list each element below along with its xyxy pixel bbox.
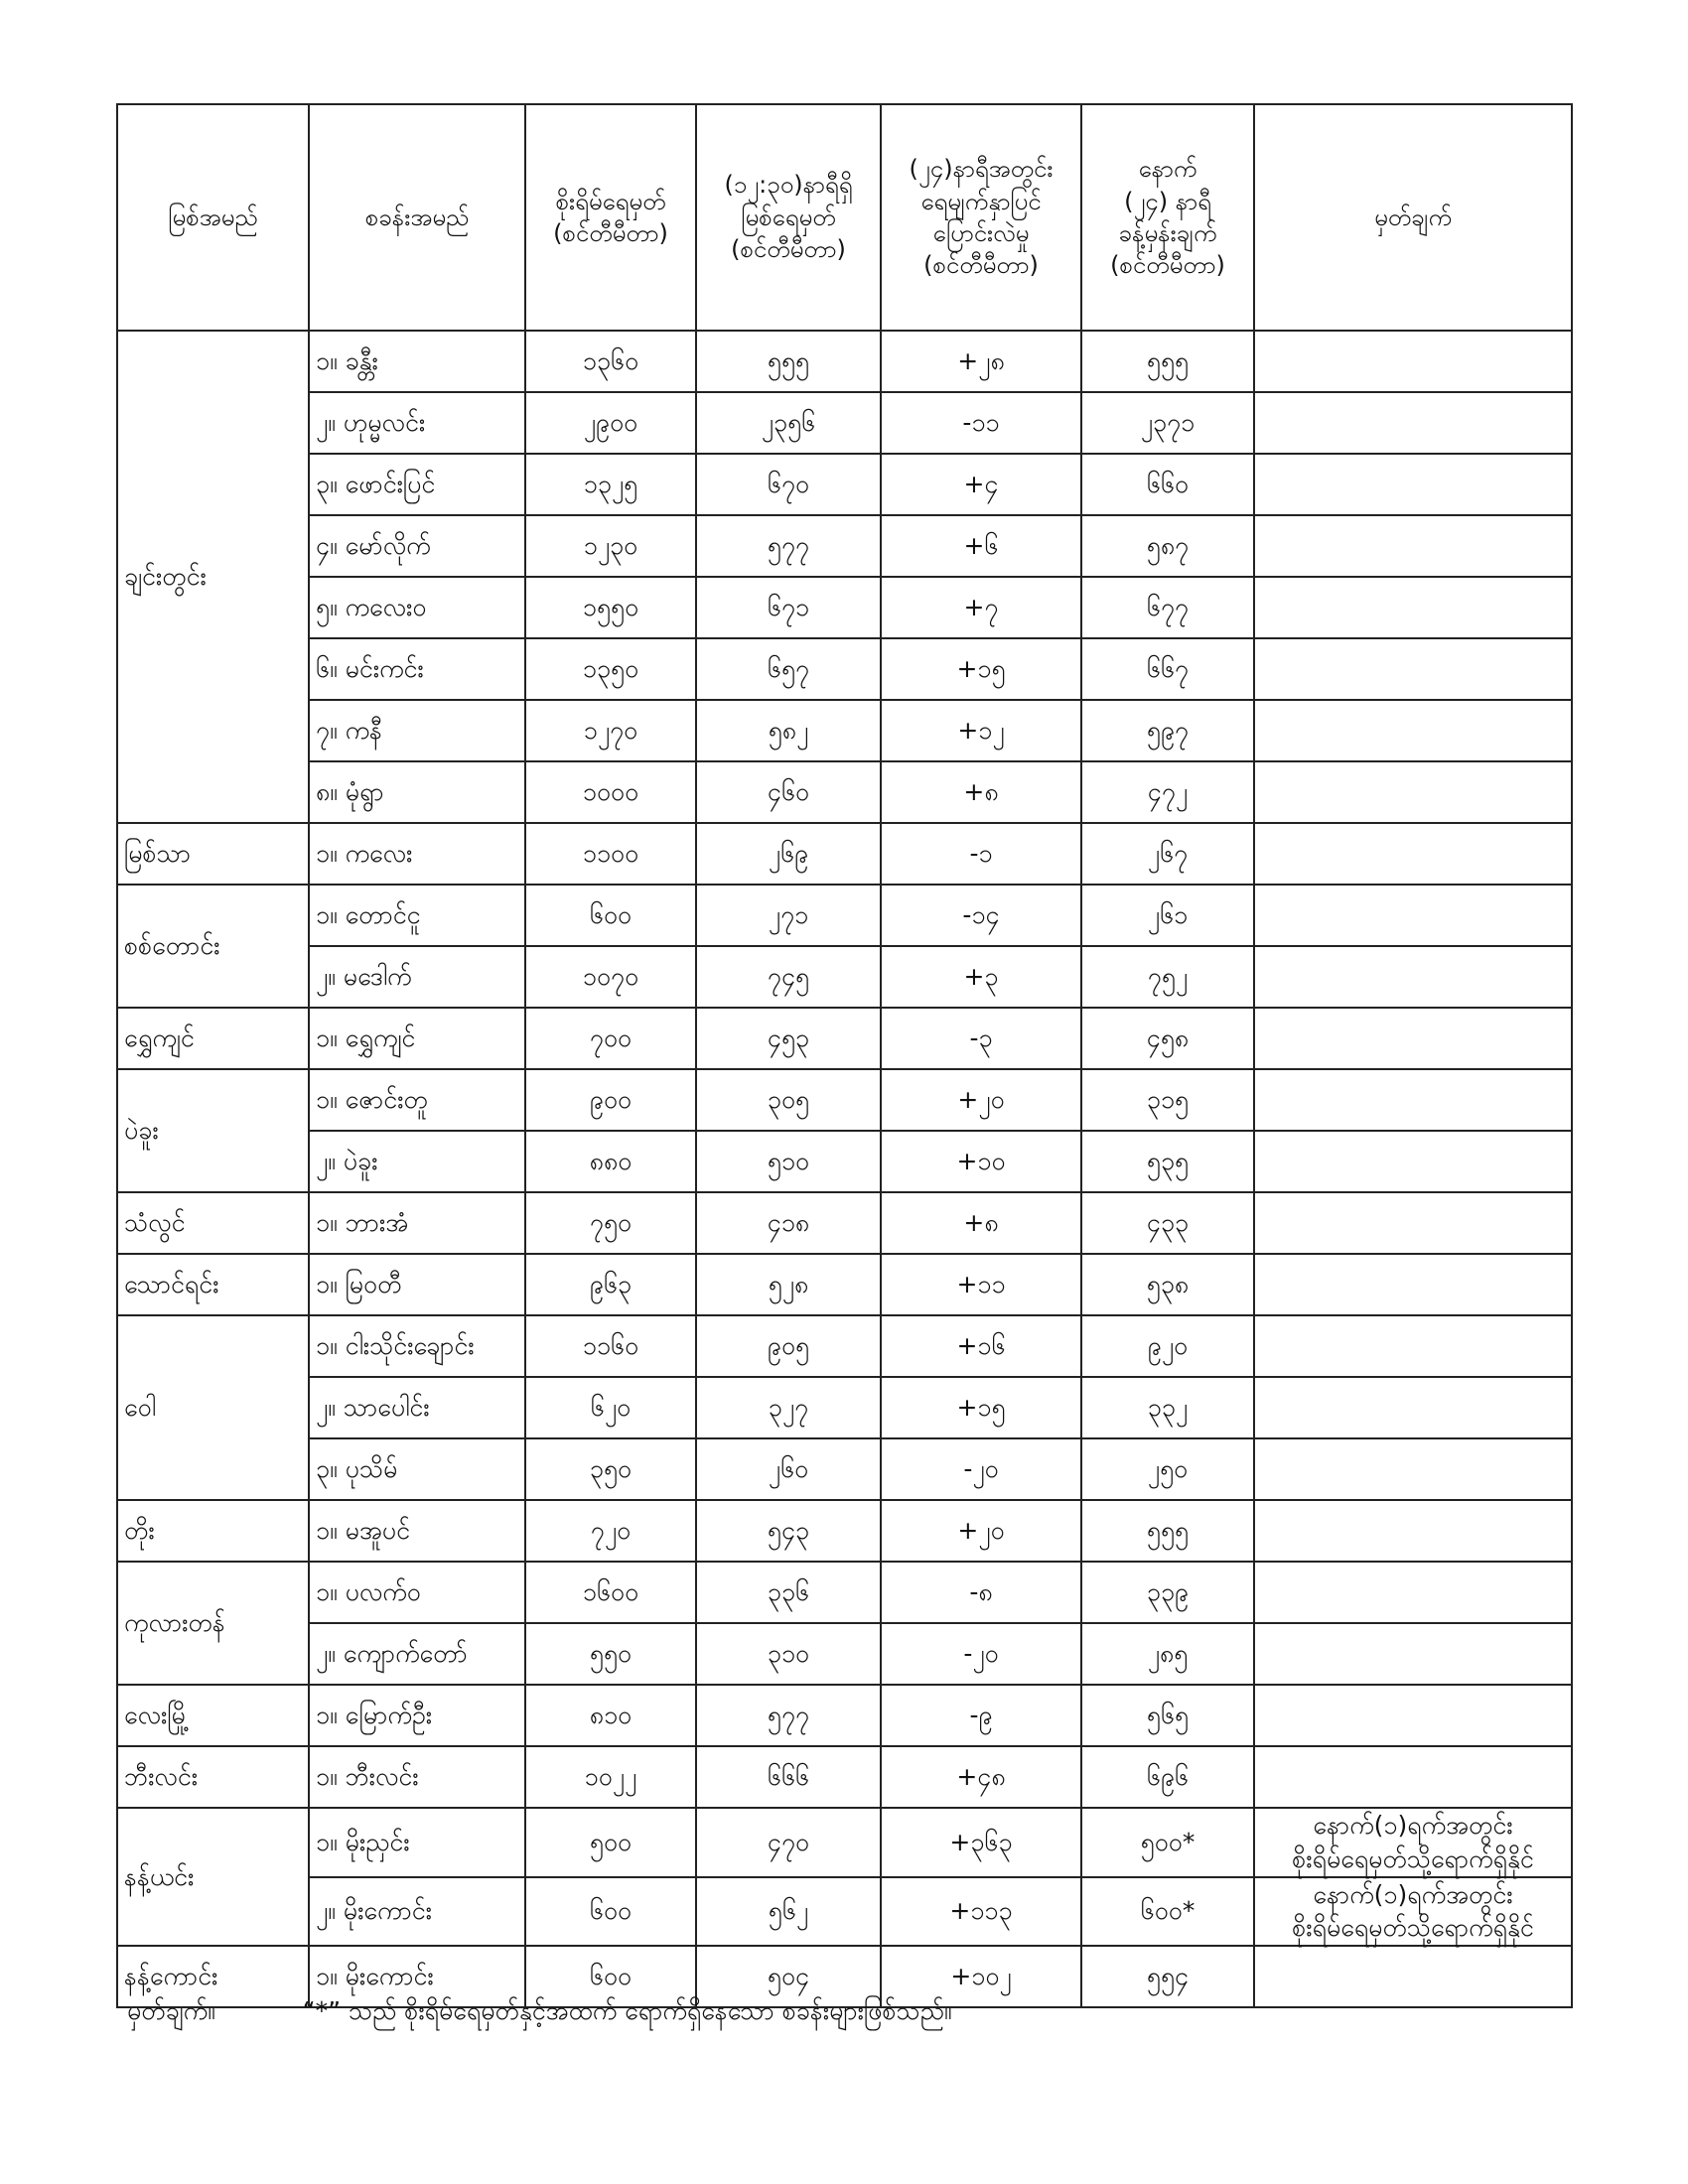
danger-level: ၇၂၀ — [525, 1500, 696, 1562]
table-row — [117, 1315, 1572, 1377]
current-level: ၅၅၅ — [696, 331, 881, 392]
danger-level: ၈၁၀ — [525, 1685, 696, 1746]
remark — [1254, 577, 1572, 638]
current-level: ၆၅၇ — [696, 638, 881, 700]
river-name: သံလွင် — [117, 1192, 309, 1254]
station-name: ၁။ ခန္တီး — [309, 331, 525, 392]
forecast-level: ၅၃၈ — [1081, 1254, 1254, 1315]
table-row — [117, 1192, 1572, 1254]
danger-level: ၆၀၀ — [525, 885, 696, 946]
table-row — [117, 515, 1572, 577]
current-level: ၂၆၀ — [696, 1438, 881, 1500]
level-change: +၃ — [881, 946, 1081, 1008]
table-row — [117, 1131, 1572, 1192]
footer-note-text: “*” သည် စိုးရိမ်ရေမှတ်နှင့်အထက် ရောက်ရှိနေသော စခန်းများဖြစ်သည်။ — [302, 1996, 952, 2025]
station-name: ၃။ ဖောင်းပြင် — [309, 454, 525, 515]
danger-level: ၁၀၇၀ — [525, 946, 696, 1008]
danger-level: ၆၀၀ — [525, 1946, 696, 2007]
level-change: +၈ — [881, 761, 1081, 823]
current-level: ၄၇၀ — [696, 1808, 881, 1877]
station-name: ၁။ မိုးညှင်း — [309, 1808, 525, 1877]
current-level: ၅၂၈ — [696, 1254, 881, 1315]
table-row — [117, 392, 1572, 454]
current-level: ၅၄၃ — [696, 1500, 881, 1562]
level-change: +၁၂ — [881, 700, 1081, 761]
station-name: ၁။ ပလက်ဝ — [309, 1562, 525, 1623]
level-change: +၁၁၃ — [881, 1877, 1081, 1947]
level-change: -၁၁ — [881, 392, 1081, 454]
level-change: +၈ — [881, 1192, 1081, 1254]
river-name: ကုလားတန် — [117, 1562, 309, 1685]
remark — [1254, 1131, 1572, 1192]
forecast-level: ၅၆၅ — [1081, 1685, 1254, 1746]
station-name: ၁။ ဘီးလင်း — [309, 1746, 525, 1808]
station-name: ၁။ ငါးသိုင်းချောင်း — [309, 1315, 525, 1377]
table-row — [117, 1746, 1572, 1808]
footer-note — [127, 1995, 951, 2032]
station-name: ၂။ ဟုမ္မလင်း — [309, 392, 525, 454]
danger-level: ၆၀၀ — [525, 1877, 696, 1947]
current-level: ၂၃၅၆ — [696, 392, 881, 454]
level-change: +၇ — [881, 577, 1081, 638]
forecast-level: ၄၃၃ — [1081, 1192, 1254, 1254]
level-change: +၆ — [881, 515, 1081, 577]
table-row — [117, 454, 1572, 515]
forecast-level: ၅၅၅ — [1081, 1500, 1254, 1562]
header-danger-level: စိုးရိမ်ရေမှတ် (စင်တီမီတာ) — [525, 104, 696, 331]
remark — [1254, 1192, 1572, 1254]
level-change: -၁၄ — [881, 885, 1081, 946]
river-name: နန့်ယင်း — [117, 1808, 309, 1946]
forecast-level: ၆၀၀* — [1081, 1877, 1254, 1947]
current-level: ၃၁၀ — [696, 1623, 881, 1685]
station-name: ၁။ မအူပင် — [309, 1500, 525, 1562]
level-change: +၁၅ — [881, 638, 1081, 700]
forecast-level: ၂၆၁ — [1081, 885, 1254, 946]
station-name: ၂။ ကျောက်တော် — [309, 1623, 525, 1685]
remark — [1254, 392, 1572, 454]
header-remarks: မှတ်ချက် — [1254, 104, 1572, 331]
level-change: -၉ — [881, 1685, 1081, 1746]
remark — [1254, 1623, 1572, 1685]
current-level: ၅၀၄ — [696, 1946, 881, 2007]
level-change: +၂၈ — [881, 331, 1081, 392]
current-level: ၃၂၇ — [696, 1377, 881, 1438]
current-level: ၆၇၁ — [696, 577, 881, 638]
current-level: ၅၇၇ — [696, 515, 881, 577]
remark — [1254, 1685, 1572, 1746]
forecast-level: ၄၇၂ — [1081, 761, 1254, 823]
table-row — [117, 331, 1572, 392]
current-level: ၉၀၅ — [696, 1315, 881, 1377]
station-name: ၃။ ပုသိမ် — [309, 1438, 525, 1500]
current-level: ၃၀၅ — [696, 1069, 881, 1131]
forecast-level: ၇၅၂ — [1081, 946, 1254, 1008]
table-row — [117, 1685, 1572, 1746]
level-change: -၂၀ — [881, 1623, 1081, 1685]
remark — [1254, 1377, 1572, 1438]
danger-level: ၃၅၀ — [525, 1438, 696, 1500]
current-level: ၄၅၃ — [696, 1008, 881, 1069]
level-change: -၃ — [881, 1008, 1081, 1069]
forecast-level: ၅၉၇ — [1081, 700, 1254, 761]
table-row — [117, 1008, 1572, 1069]
remark: နောက်(၁)ရက်အတွင်း စိုးရိမ်ရေမှတ်သို့ရောက်ရှိနိုင် — [1254, 1808, 1572, 1877]
river-name: မြစ်သာ — [117, 823, 309, 885]
table-row — [117, 885, 1572, 946]
forecast-level: ၃၁၅ — [1081, 1069, 1254, 1131]
current-level: ၂၇၁ — [696, 885, 881, 946]
current-level: ၅၈၂ — [696, 700, 881, 761]
remark — [1254, 1254, 1572, 1315]
station-name: ၁။ မိုးကောင်း — [309, 1946, 525, 2007]
station-name: ၁။ ရွှေကျင် — [309, 1008, 525, 1069]
station-name: ၆။ မင်းကင်း — [309, 638, 525, 700]
table-row — [117, 1877, 1572, 1947]
remark — [1254, 1500, 1572, 1562]
header-current-level: (၁၂:၃၀)နာရီရှိ မြစ်ရေမှတ် (စင်တီမီတာ) — [696, 104, 881, 331]
danger-level: ၅၀၀ — [525, 1808, 696, 1877]
level-change: +၂၀ — [881, 1500, 1081, 1562]
river-name: လေးမြို့ — [117, 1685, 309, 1746]
table-row — [117, 823, 1572, 885]
remark — [1254, 823, 1572, 885]
remark — [1254, 1438, 1572, 1500]
danger-level: ၁၂၃၀ — [525, 515, 696, 577]
danger-level: ၂၉၀၀ — [525, 392, 696, 454]
station-name: ၅။ ကလေးဝ — [309, 577, 525, 638]
table-row — [117, 700, 1572, 761]
table-row — [117, 1069, 1572, 1131]
table-row — [117, 1500, 1572, 1562]
station-name: ၄။ မော်လိုက် — [309, 515, 525, 577]
remark: နောက်(၁)ရက်အတွင်း စိုးရိမ်ရေမှတ်သို့ရောက်ရှိနိုင် — [1254, 1877, 1572, 1947]
forecast-level: ၆၆၀ — [1081, 454, 1254, 515]
remark — [1254, 885, 1572, 946]
header-24h-forecast: နောက် (၂၄) နာရီ ခန့်မှန်းချက် (စင်တီမီတာ) — [1081, 104, 1254, 331]
station-name: ၇။ ကနီ — [309, 700, 525, 761]
table-row — [117, 761, 1572, 823]
current-level: ၆၆၆ — [696, 1746, 881, 1808]
danger-level: ၁၀၀၀ — [525, 761, 696, 823]
current-level: ၃၃၆ — [696, 1562, 881, 1623]
danger-level: ၁၃၆၀ — [525, 331, 696, 392]
forecast-level: ၂၆၇ — [1081, 823, 1254, 885]
forecast-level: ၅၀၀* — [1081, 1808, 1254, 1877]
current-level: ၂၆၉ — [696, 823, 881, 885]
station-name: ၂။ မဒေါက် — [309, 946, 525, 1008]
table-body — [117, 331, 1572, 2007]
danger-level: ၁၁၀၀ — [525, 823, 696, 885]
station-name: ၁။ တောင်ငူ — [309, 885, 525, 946]
level-change: +၁၅ — [881, 1377, 1081, 1438]
table-row — [117, 1623, 1572, 1685]
forecast-level: ၂၅၀ — [1081, 1438, 1254, 1500]
danger-level: ၅၅၀ — [525, 1623, 696, 1685]
table-row — [117, 1438, 1572, 1500]
remark — [1254, 1746, 1572, 1808]
remark — [1254, 1008, 1572, 1069]
forecast-level: ၂၈၅ — [1081, 1623, 1254, 1685]
station-name: ၂။ ပဲခူး — [309, 1131, 525, 1192]
current-level: ၄၆၀ — [696, 761, 881, 823]
forecast-level: ၂၃၇၁ — [1081, 392, 1254, 454]
river-name: နန့်ကောင်း — [117, 1946, 309, 2007]
danger-level: ၇၅၀ — [525, 1192, 696, 1254]
level-change: +၃၆၃ — [881, 1808, 1081, 1877]
level-change: +၁၁ — [881, 1254, 1081, 1315]
station-name: ၁။ မြဝတီ — [309, 1254, 525, 1315]
forecast-level: ၃၃၉ — [1081, 1562, 1254, 1623]
level-change: +၄၈ — [881, 1746, 1081, 1808]
remark — [1254, 638, 1572, 700]
header-river-name: မြစ်အမည် — [117, 104, 309, 331]
header-station-name: စခန်းအမည် — [309, 104, 525, 331]
river-name: ပဲခူး — [117, 1069, 309, 1192]
forecast-level: ၅၅၅ — [1081, 331, 1254, 392]
danger-level: ၁၃၂၅ — [525, 454, 696, 515]
river-name: ရွှေကျင် — [117, 1008, 309, 1069]
forecast-level: ၆၆၇ — [1081, 638, 1254, 700]
remark — [1254, 1946, 1572, 2007]
danger-level: ၉၆၃ — [525, 1254, 696, 1315]
station-name: ၂။ သာပေါင်း — [309, 1377, 525, 1438]
remark — [1254, 454, 1572, 515]
level-change: +၄ — [881, 454, 1081, 515]
danger-level: ၁၆၀၀ — [525, 1562, 696, 1623]
level-change: +၁၆ — [881, 1315, 1081, 1377]
forecast-level: ၅၈၇ — [1081, 515, 1254, 577]
river-name: ဝေါ — [117, 1315, 309, 1500]
danger-level: ၁၅၅၀ — [525, 577, 696, 638]
remark — [1254, 1562, 1572, 1623]
remark — [1254, 331, 1572, 392]
remark — [1254, 1315, 1572, 1377]
remark — [1254, 1069, 1572, 1131]
river-name: စစ်တောင်း — [117, 885, 309, 1008]
table-row — [117, 1562, 1572, 1623]
remark — [1254, 946, 1572, 1008]
forecast-level: ၅၃၅ — [1081, 1131, 1254, 1192]
header-row — [117, 104, 1572, 331]
station-name: ၈။ မုံရွာ — [309, 761, 525, 823]
river-water-level-table — [116, 103, 1573, 2008]
current-level: ၅၆၂ — [696, 1877, 881, 1947]
remark — [1254, 515, 1572, 577]
danger-level: ၆၂၀ — [525, 1377, 696, 1438]
danger-level: ၁၂၇၀ — [525, 700, 696, 761]
station-name: ၂။ မိုးကောင်း — [309, 1877, 525, 1947]
river-name: ဘီးလင်း — [117, 1746, 309, 1808]
header-24h-change: (၂၄)နာရီအတွင်း ရေမျက်နှာပြင် ပြောင်းလဲမှု (စင်တီမီတာ) — [881, 104, 1081, 331]
remark — [1254, 761, 1572, 823]
level-change: -၁ — [881, 823, 1081, 885]
river-name: သောင်ရင်း — [117, 1254, 309, 1315]
table-row — [117, 1254, 1572, 1315]
current-level: ၅၇၇ — [696, 1685, 881, 1746]
level-change: +၁၀ — [881, 1131, 1081, 1192]
forecast-level: ၆၇၇ — [1081, 577, 1254, 638]
current-level: ၆၇၀ — [696, 454, 881, 515]
river-name: တိုး — [117, 1500, 309, 1562]
forecast-level: ၄၅၈ — [1081, 1008, 1254, 1069]
level-change: -၈ — [881, 1562, 1081, 1623]
forecast-level: ၆၉၆ — [1081, 1746, 1254, 1808]
forecast-level: ၉၂၀ — [1081, 1315, 1254, 1377]
danger-level: ၇၀၀ — [525, 1008, 696, 1069]
danger-level: ၁၁၆၀ — [525, 1315, 696, 1377]
table-row — [117, 1377, 1572, 1438]
level-change: -၂၀ — [881, 1438, 1081, 1500]
danger-level: ၁၃၅၀ — [525, 638, 696, 700]
station-name: ၁။ မြောက်ဦး — [309, 1685, 525, 1746]
station-name: ၁။ ဇောင်းတူ — [309, 1069, 525, 1131]
current-level: ၅၁၀ — [696, 1131, 881, 1192]
current-level: ၄၁၈ — [696, 1192, 881, 1254]
table-header — [117, 104, 1572, 331]
level-change: +၁၀၂ — [881, 1946, 1081, 2007]
current-level: ၇၄၅ — [696, 946, 881, 1008]
danger-level: ၉၀၀ — [525, 1069, 696, 1131]
station-name: ၁။ ဘားအံ — [309, 1192, 525, 1254]
danger-level: ၈၈၀ — [525, 1131, 696, 1192]
table-row — [117, 1808, 1572, 1877]
table-row — [117, 577, 1572, 638]
danger-level: ၁၀၂၂ — [525, 1746, 696, 1808]
station-name: ၁။ ကလေး — [309, 823, 525, 885]
level-change: +၂၀ — [881, 1069, 1081, 1131]
river-name: ချင်းတွင်း — [117, 331, 309, 823]
remark — [1254, 700, 1572, 761]
forecast-level: ၃၃၂ — [1081, 1377, 1254, 1438]
forecast-level: ၅၅၄ — [1081, 1946, 1254, 2007]
table-row — [117, 946, 1572, 1008]
footer-label: မှတ်ချက်။ — [127, 1996, 215, 2025]
table-row — [117, 638, 1572, 700]
